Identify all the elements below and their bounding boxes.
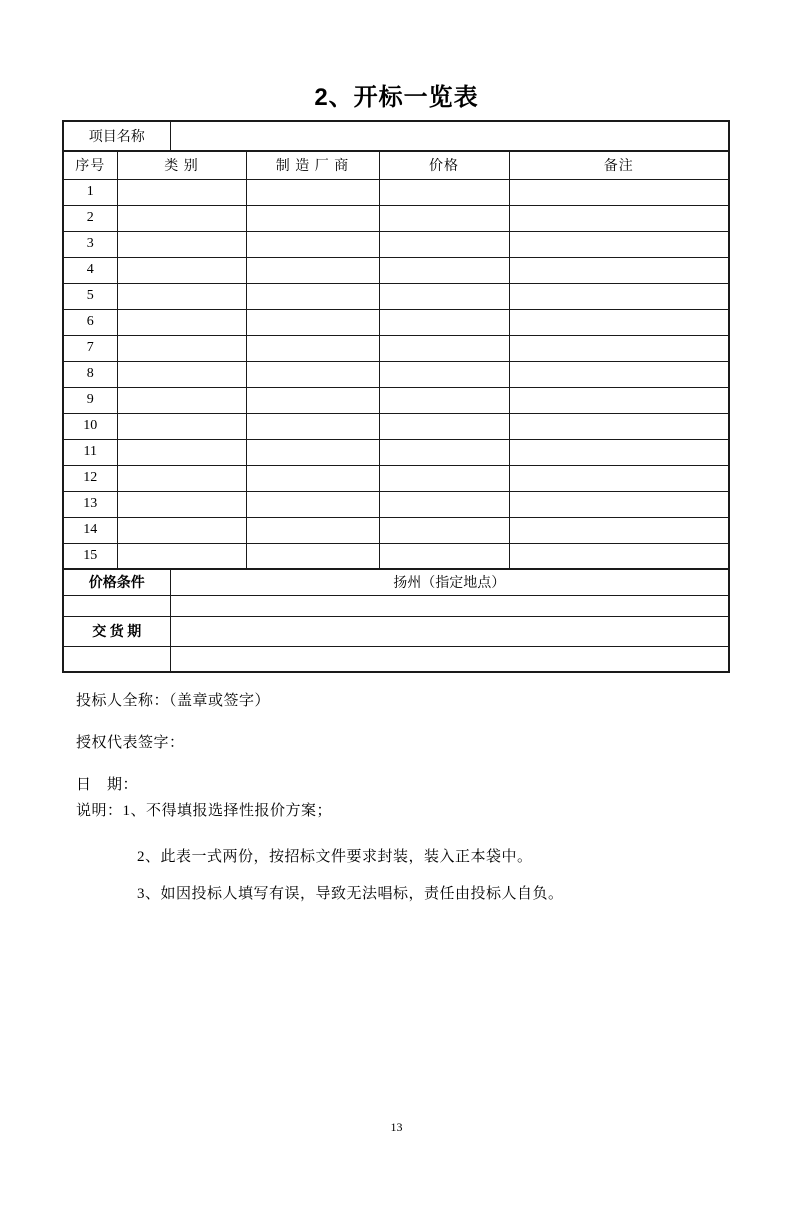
header-manufacturer: 制 造 厂 商 bbox=[246, 151, 379, 179]
notes-line-1 bbox=[76, 803, 793, 820]
spacer-value-cell bbox=[170, 646, 729, 672]
price-cell bbox=[379, 387, 509, 413]
price-cell bbox=[379, 257, 509, 283]
table-row bbox=[63, 465, 729, 491]
table-row bbox=[63, 283, 729, 309]
remark-cell bbox=[509, 361, 729, 387]
manufacturer-cell bbox=[246, 491, 379, 517]
notes-line-3: 3、如因投标人填写有误，导致无法唱标，责任由投标人自负。 bbox=[137, 886, 564, 902]
manufacturer-cell bbox=[246, 231, 379, 257]
price-cell bbox=[379, 283, 509, 309]
category-cell bbox=[117, 335, 246, 361]
delivery-row bbox=[63, 616, 729, 646]
notes-line-2: 2、此表一式两份，按招标文件要求封装，装入正本袋中。 bbox=[137, 849, 533, 865]
remark-cell bbox=[509, 179, 729, 205]
row-index-cell: 10 bbox=[63, 413, 117, 439]
remark-cell bbox=[509, 335, 729, 361]
remark-cell bbox=[509, 231, 729, 257]
category-cell bbox=[117, 179, 246, 205]
row-index-cell: 8 bbox=[63, 361, 117, 387]
remark-cell bbox=[509, 387, 729, 413]
row-index-cell: 11 bbox=[63, 439, 117, 465]
table-row bbox=[63, 205, 729, 231]
project-name-value-cell bbox=[170, 121, 729, 151]
row-index-cell: 4 bbox=[63, 257, 117, 283]
category-cell bbox=[117, 517, 246, 543]
price-cell bbox=[379, 413, 509, 439]
remark-cell bbox=[509, 309, 729, 335]
table-row bbox=[63, 179, 729, 205]
manufacturer-cell bbox=[246, 309, 379, 335]
row-index-cell: 5 bbox=[63, 283, 117, 309]
bid-opening-table bbox=[62, 120, 730, 673]
project-name-label: 项目名称 bbox=[63, 121, 170, 151]
manufacturer-cell bbox=[246, 517, 379, 543]
price-cell bbox=[379, 335, 509, 361]
header-remark: 备注 bbox=[509, 151, 729, 179]
category-cell bbox=[117, 387, 246, 413]
manufacturer-cell bbox=[246, 283, 379, 309]
category-cell bbox=[117, 543, 246, 569]
price-cell bbox=[379, 309, 509, 335]
category-cell bbox=[117, 309, 246, 335]
table-row bbox=[63, 231, 729, 257]
row-index-cell: 14 bbox=[63, 517, 117, 543]
manufacturer-cell bbox=[246, 205, 379, 231]
price-cell bbox=[379, 491, 509, 517]
category-cell bbox=[117, 439, 246, 465]
manufacturer-cell bbox=[246, 387, 379, 413]
remark-cell bbox=[509, 439, 729, 465]
category-cell bbox=[117, 491, 246, 517]
authorized-rep-line: 授权代表签字： bbox=[76, 735, 185, 751]
table-row bbox=[63, 413, 729, 439]
remark-cell bbox=[509, 543, 729, 569]
spacer-label-cell bbox=[63, 595, 170, 616]
row-index-cell: 12 bbox=[63, 465, 117, 491]
price-cell bbox=[379, 517, 509, 543]
note-item-1: 1、不得填报选择性报价方案； bbox=[122, 803, 333, 819]
remark-cell bbox=[509, 283, 729, 309]
category-cell bbox=[117, 257, 246, 283]
category-cell bbox=[117, 283, 246, 309]
row-index-cell: 7 bbox=[63, 335, 117, 361]
spacer-row bbox=[63, 646, 729, 672]
category-cell bbox=[117, 205, 246, 231]
table-row bbox=[63, 335, 729, 361]
price-cell bbox=[379, 543, 509, 569]
table-row bbox=[63, 309, 729, 335]
date-line: 日 期： bbox=[76, 777, 139, 793]
delivery-label: 交 货 期 bbox=[63, 616, 170, 646]
header-category: 类 别 bbox=[117, 151, 246, 179]
price-cell bbox=[379, 205, 509, 231]
manufacturer-cell bbox=[246, 439, 379, 465]
table-row bbox=[63, 257, 729, 283]
table-row bbox=[63, 387, 729, 413]
row-index-cell: 2 bbox=[63, 205, 117, 231]
remark-cell bbox=[509, 491, 729, 517]
category-cell bbox=[117, 231, 246, 257]
price-condition-value: 扬州（指定地点） bbox=[170, 569, 729, 595]
spacer-value-cell bbox=[170, 595, 729, 616]
remark-cell bbox=[509, 413, 729, 439]
remark-cell bbox=[509, 205, 729, 231]
row-index-cell: 3 bbox=[63, 231, 117, 257]
manufacturer-cell bbox=[246, 179, 379, 205]
price-cell bbox=[379, 361, 509, 387]
table-row bbox=[63, 491, 729, 517]
page-number: 13 bbox=[390, 1120, 403, 1134]
category-cell bbox=[117, 413, 246, 439]
header-index: 序号 bbox=[63, 151, 117, 179]
delivery-value-cell bbox=[170, 616, 729, 646]
table-row bbox=[63, 543, 729, 569]
remark-cell bbox=[509, 257, 729, 283]
manufacturer-cell bbox=[246, 413, 379, 439]
table-row bbox=[63, 517, 729, 543]
manufacturer-cell bbox=[246, 257, 379, 283]
row-index-cell: 1 bbox=[63, 179, 117, 205]
spacer-label-cell bbox=[63, 646, 170, 672]
manufacturer-cell bbox=[246, 465, 379, 491]
row-index-cell: 9 bbox=[63, 387, 117, 413]
manufacturer-cell bbox=[246, 335, 379, 361]
manufacturer-cell bbox=[246, 361, 379, 387]
spacer-row bbox=[63, 595, 729, 616]
price-cell bbox=[379, 465, 509, 491]
price-condition-row bbox=[63, 569, 729, 595]
notes-label: 说明： bbox=[76, 803, 123, 819]
row-index-cell: 15 bbox=[63, 543, 117, 569]
category-cell bbox=[117, 465, 246, 491]
header-price: 价格 bbox=[379, 151, 509, 179]
remark-cell bbox=[509, 517, 729, 543]
manufacturer-cell bbox=[246, 543, 379, 569]
page-title: 2、开标一览表 bbox=[314, 84, 479, 111]
remark-cell bbox=[509, 465, 729, 491]
document-page bbox=[0, 84, 793, 1206]
row-index-cell: 6 bbox=[63, 309, 117, 335]
price-cell bbox=[379, 439, 509, 465]
price-cell bbox=[379, 231, 509, 257]
project-name-row bbox=[63, 121, 729, 151]
table-row bbox=[63, 439, 729, 465]
row-index-cell: 13 bbox=[63, 491, 117, 517]
price-cell bbox=[379, 179, 509, 205]
bidder-name-line: 投标人全称：（盖章或签字） bbox=[76, 693, 271, 709]
table-row bbox=[63, 361, 729, 387]
price-condition-label: 价格条件 bbox=[63, 569, 170, 595]
category-cell bbox=[117, 361, 246, 387]
table-header-row bbox=[63, 151, 729, 179]
